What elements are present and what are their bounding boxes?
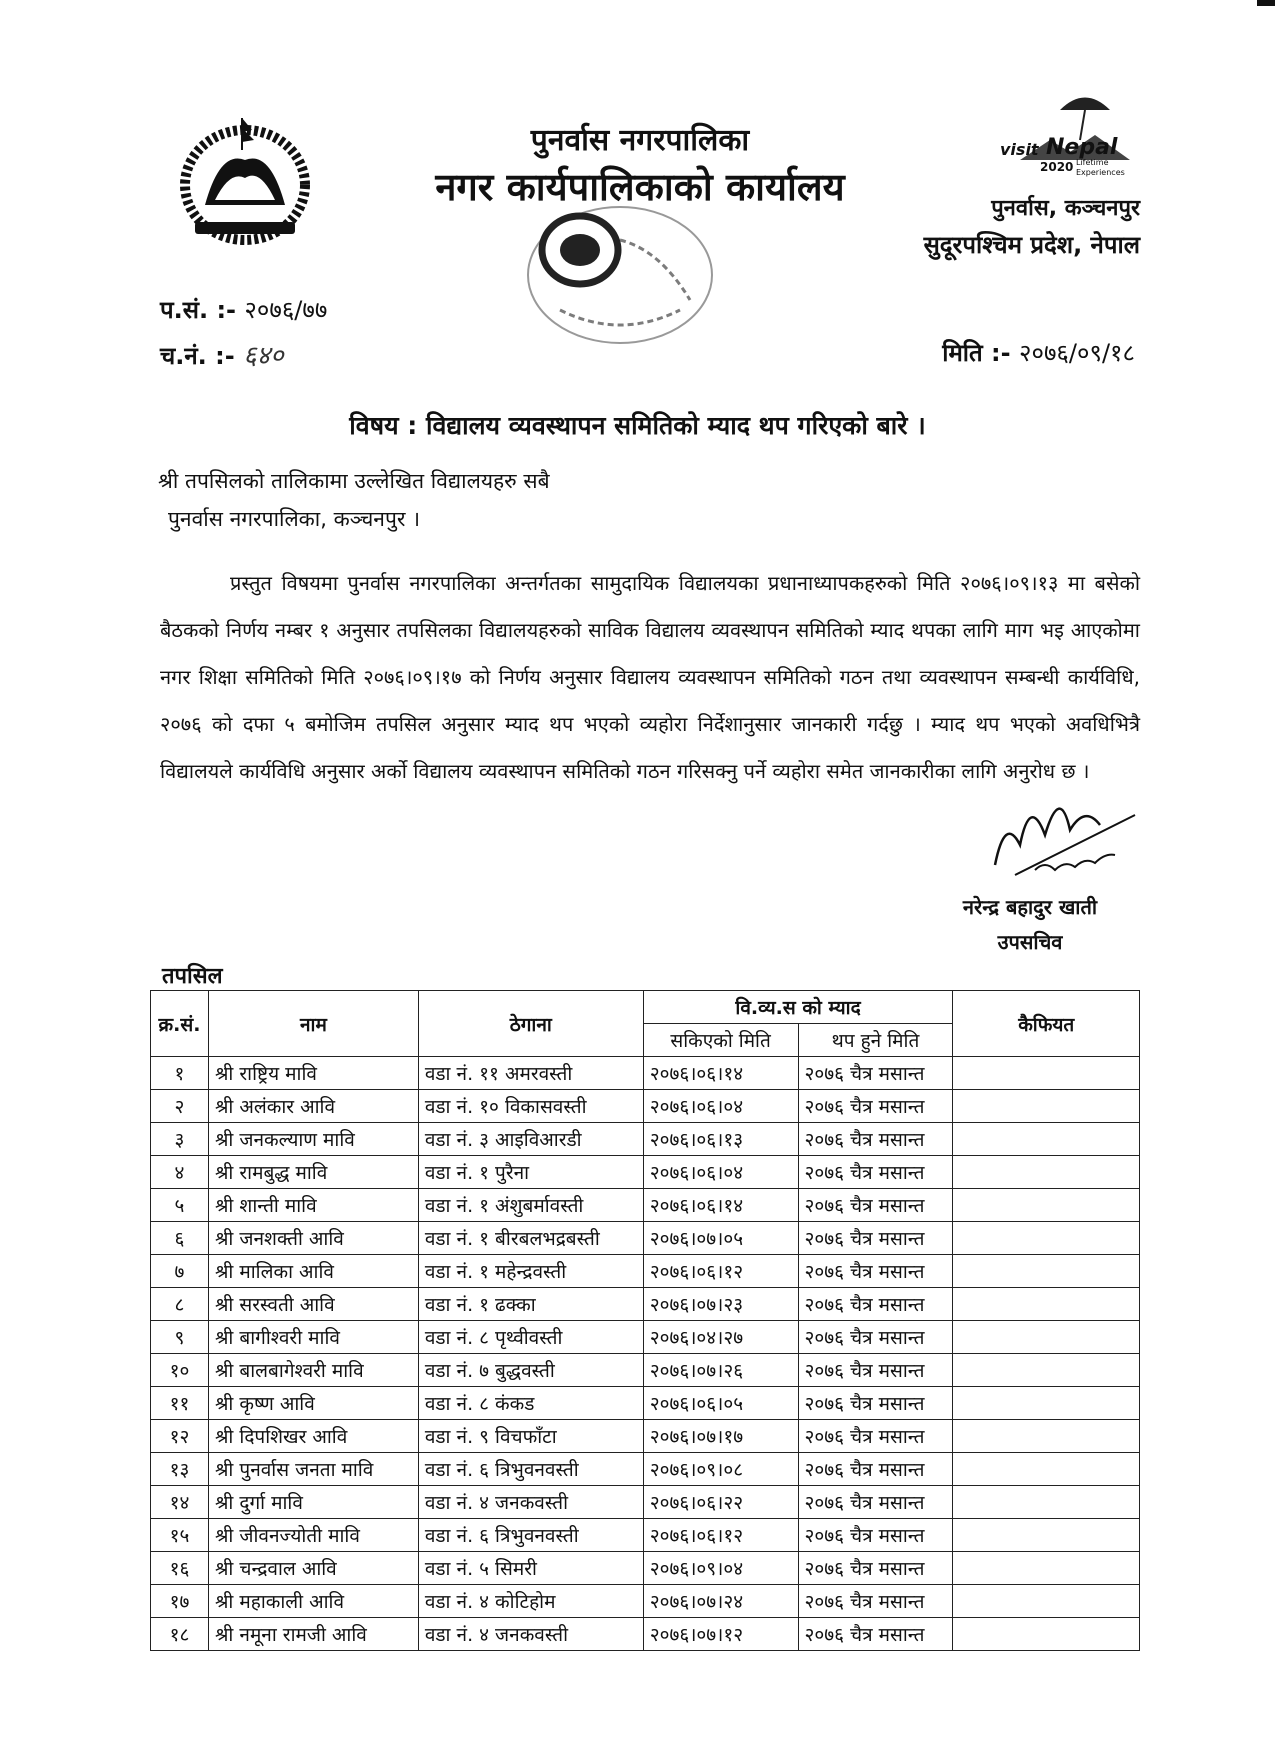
cell-remarks xyxy=(953,1156,1140,1189)
table-row xyxy=(151,1585,1140,1618)
nepal-text: Nepal xyxy=(1046,135,1118,160)
col-header-name: नाम xyxy=(208,991,418,1057)
cell-expired: २०७६।०७।२६ xyxy=(643,1354,798,1387)
table-row xyxy=(151,1222,1140,1255)
recipient-line-2: पुनर्वास नगरपालिका, कञ्चनपुर । xyxy=(168,507,421,531)
cell-extended: २०७६ चैत्र मसान्त xyxy=(798,1519,953,1552)
cell-name: श्री चन्द्रवाल आवि xyxy=(208,1552,418,1585)
cell-remarks xyxy=(953,1453,1140,1486)
cell-remarks xyxy=(953,1618,1140,1651)
cell-sn: ८ xyxy=(151,1288,209,1321)
cell-name: श्री शान्ती मावि xyxy=(208,1189,418,1222)
cell-name: श्री दिपशिखर आवि xyxy=(208,1420,418,1453)
table-row xyxy=(151,1552,1140,1585)
cell-remarks xyxy=(953,1486,1140,1519)
cell-address: वडा नं. १ पुरैना xyxy=(418,1156,643,1189)
cell-expired: २०७६।०७।१२ xyxy=(643,1618,798,1651)
cell-sn: १० xyxy=(151,1354,209,1387)
letter-ref-number xyxy=(160,293,327,326)
date-value: २०७६/०९/१८ xyxy=(1018,339,1135,367)
cell-extended: २०७६ चैत्र मसान्त xyxy=(798,1618,953,1651)
cell-sn: १४ xyxy=(151,1486,209,1519)
letter-body: प्रस्तुत विषयमा पुनर्वास नगरपालिका अन्तर्गतका सामुदायिक विद्यालयका प्रधानाध्यापकहरुको मिति २०७६।०९।१३ मा बसेको बैठकको निर्णय नम्बर १ अनुसार तपसिलका विद्यालयहरुको साविक विद्यालय व्यवस्थापन समितिको म्याद थपका लागि माग भइ आएकोमा नगर शिक्षा समितिको मिति २०७६।०९।१७ को निर्णय अनुसार विद्यालय व्यवस्थापन समितिको गठन तथा व्यवस्थापन सम्बन्धी कार्यविधि, २०७६ को दफा ५ बमोजिम तपसिल अनुसार म्याद थप भएको व्यहोरा निर्देशानुसार जानकारी गर्दछु । म्याद थप भएको अवधिभित्रै विद्यालयले कार्यविधि अनुसार अर्को विद्यालय व्यवस्थापन समितिको गठन गरिसक्नु पर्ने व्यहोरा समेत जानकारीका लागि अनुरोध छ । xyxy=(160,571,1140,783)
cn-label: च.नं. :- xyxy=(160,342,235,370)
cell-remarks xyxy=(953,1552,1140,1585)
cell-address: वडा नं. १ ढक्का xyxy=(418,1288,643,1321)
address-line-2: सुदूरपश्चिम प्रदेश, नेपाल xyxy=(923,231,1140,259)
ps-label: प.सं. :- xyxy=(160,296,237,324)
cell-sn: ११ xyxy=(151,1387,209,1420)
visit-nepal-logo xyxy=(1000,80,1160,190)
cn-value: ६४० xyxy=(243,341,284,371)
table-row xyxy=(151,1519,1140,1552)
cell-address: वडा नं. ५ सिमरी xyxy=(418,1552,643,1585)
cell-extended: २०७६ चैत्र मसान्त xyxy=(798,1387,953,1420)
dispatch-number xyxy=(160,336,284,372)
cell-name: श्री राष्ट्रिय मावि xyxy=(208,1057,418,1090)
cell-name: श्री सरस्वती आवि xyxy=(208,1288,418,1321)
cell-address: वडा नं. ९ विचफाँटा xyxy=(418,1420,643,1453)
cell-sn: १५ xyxy=(151,1519,209,1552)
cell-name: श्री रामबुद्ध मावि xyxy=(208,1156,418,1189)
table-row xyxy=(151,1387,1140,1420)
cell-sn: १६ xyxy=(151,1552,209,1585)
cell-expired: २०७६।०६।०५ xyxy=(643,1387,798,1420)
cell-address: वडा नं. १ बीरबलभद्रबस्ती xyxy=(418,1222,643,1255)
cell-expired: २०७६।०४।२७ xyxy=(643,1321,798,1354)
cell-extended: २०७६ चैत्र मसान्त xyxy=(798,1486,953,1519)
tagline-1: Lifetime xyxy=(1076,158,1109,167)
cell-name: श्री महाकाली आवि xyxy=(208,1585,418,1618)
cell-expired: २०७६।०६।१४ xyxy=(643,1057,798,1090)
address-line-1: पुनर्वास, कञ्चनपुर xyxy=(991,196,1140,221)
cell-extended: २०७६ चैत्र मसान्त xyxy=(798,1189,953,1222)
cell-remarks xyxy=(953,1090,1140,1123)
cell-name: श्री पुनर्वास जनता मावि xyxy=(208,1453,418,1486)
cell-extended: २०७६ चैत्र मसान्त xyxy=(798,1255,953,1288)
cell-address: वडा नं. ८ पृथ्वीवस्ती xyxy=(418,1321,643,1354)
municipality-name: पुनर्वास नगरपालिका xyxy=(530,123,750,158)
scan-mark xyxy=(1257,0,1275,6)
cell-expired: २०७६।०९।०८ xyxy=(643,1453,798,1486)
cell-extended: २०७६ चैत्र मसान्त xyxy=(798,1321,953,1354)
cell-expired: २०७६।०७।१७ xyxy=(643,1420,798,1453)
table-row xyxy=(151,1321,1140,1354)
cell-name: श्री बागीश्वरी मावि xyxy=(208,1321,418,1354)
table-row xyxy=(151,1255,1140,1288)
cell-sn: ३ xyxy=(151,1123,209,1156)
cell-remarks xyxy=(953,1222,1140,1255)
cell-expired: २०७६।०६।०४ xyxy=(643,1090,798,1123)
cell-address: वडा नं. ११ अमरवस्ती xyxy=(418,1057,643,1090)
cell-remarks xyxy=(953,1420,1140,1453)
cell-extended: २०७६ चैत्र मसान्त xyxy=(798,1090,953,1123)
cell-remarks xyxy=(953,1519,1140,1552)
cell-sn: ६ xyxy=(151,1222,209,1255)
annex-title: तपसिल xyxy=(162,964,223,989)
cell-remarks xyxy=(953,1585,1140,1618)
cell-extended: २०७६ चैत्र मसान्त xyxy=(798,1057,953,1090)
cell-name: श्री दुर्गा मावि xyxy=(208,1486,418,1519)
cell-address: वडा नं. १ महेन्द्रवस्ती xyxy=(418,1255,643,1288)
ps-value: २०७६/७७ xyxy=(244,296,328,324)
cell-sn: ९ xyxy=(151,1321,209,1354)
cell-remarks xyxy=(953,1387,1140,1420)
col-header-sn: क्र.सं. xyxy=(151,991,209,1057)
cell-extended: २०७६ चैत्र मसान्त xyxy=(798,1123,953,1156)
table-row xyxy=(151,1123,1140,1156)
table-row xyxy=(151,1057,1140,1090)
cell-address: वडा नं. ३ आइविआरडी xyxy=(418,1123,643,1156)
cell-expired: २०७६।०९।०४ xyxy=(643,1552,798,1585)
table-row xyxy=(151,1618,1140,1651)
year-text: 2020 xyxy=(1040,160,1074,174)
cell-remarks xyxy=(953,1321,1140,1354)
cell-address: वडा नं. ४ जनकवस्ती xyxy=(418,1618,643,1651)
cell-name: श्री मालिका आवि xyxy=(208,1255,418,1288)
cell-remarks xyxy=(953,1123,1140,1156)
cell-address: वडा नं. ७ बुद्धवस्ती xyxy=(418,1354,643,1387)
cell-address: वडा नं. ४ कोटिहोम xyxy=(418,1585,643,1618)
cell-sn: ५ xyxy=(151,1189,209,1222)
col-header-address: ठेगाना xyxy=(418,991,643,1057)
cell-expired: २०७६।०६।१४ xyxy=(643,1189,798,1222)
office-stamp xyxy=(520,200,720,350)
table-row xyxy=(151,1420,1140,1453)
signatory-name: नरेन्द्र बहादुर खाती xyxy=(962,895,1098,919)
handwritten-signature xyxy=(975,775,1155,885)
cell-extended: २०७६ चैत्र मसान्त xyxy=(798,1222,953,1255)
cell-remarks xyxy=(953,1255,1140,1288)
cell-extended: २०७६ चैत्र मसान्त xyxy=(798,1354,953,1387)
cell-remarks xyxy=(953,1189,1140,1222)
col-header-remarks: कैफियत xyxy=(953,991,1140,1057)
cell-sn: ७ xyxy=(151,1255,209,1288)
cell-extended: २०७६ चैत्र मसान्त xyxy=(798,1552,953,1585)
cell-sn: १८ xyxy=(151,1618,209,1651)
cell-sn: १३ xyxy=(151,1453,209,1486)
table-row xyxy=(151,1288,1140,1321)
cell-address: वडा नं. ८ कंकड xyxy=(418,1387,643,1420)
cell-name: श्री नमूना रामजी आवि xyxy=(208,1618,418,1651)
cell-extended: २०७६ चैत्र मसान्त xyxy=(798,1288,953,1321)
cell-remarks xyxy=(953,1057,1140,1090)
col-header-expired: सकिएको मिति xyxy=(643,1024,798,1057)
cell-name: श्री जनकल्याण मावि xyxy=(208,1123,418,1156)
table-row xyxy=(151,1354,1140,1387)
tagline-2: Experiences xyxy=(1076,168,1125,177)
office-name: नगर कार्यपालिकाको कार्यालय xyxy=(435,165,845,209)
cell-expired: २०७६।०६।०४ xyxy=(643,1156,798,1189)
cell-expired: २०७६।०६।२२ xyxy=(643,1486,798,1519)
cell-name: श्री जीवनज्योती मावि xyxy=(208,1519,418,1552)
cell-extended: २०७६ चैत्र मसान्त xyxy=(798,1420,953,1453)
table-row xyxy=(151,1189,1140,1222)
cell-name: श्री अलंकार आवि xyxy=(208,1090,418,1123)
cell-expired: २०७६।०७।२४ xyxy=(643,1585,798,1618)
cell-address: वडा नं. ६ त्रिभुवनवस्ती xyxy=(418,1519,643,1552)
cell-name: श्री कृष्ण आवि xyxy=(208,1387,418,1420)
cell-extended: २०७६ चैत्र मसान्त xyxy=(798,1453,953,1486)
cell-sn: १ xyxy=(151,1057,209,1090)
cell-remarks xyxy=(953,1288,1140,1321)
table-row xyxy=(151,1486,1140,1519)
cell-name: श्री बालबागेश्वरी मावि xyxy=(208,1354,418,1387)
cell-sn: २ xyxy=(151,1090,209,1123)
table-row xyxy=(151,1156,1140,1189)
cell-remarks xyxy=(953,1354,1140,1387)
cell-sn: १२ xyxy=(151,1420,209,1453)
recipient-line-1: श्री तपसिलको तालिकामा उल्लेखित विद्यालयहरु सबै xyxy=(158,469,550,493)
cell-sn: १७ xyxy=(151,1585,209,1618)
cell-sn: ४ xyxy=(151,1156,209,1189)
cell-expired: २०७६।०७।२३ xyxy=(643,1288,798,1321)
cell-address: वडा नं. ४ जनकवस्ती xyxy=(418,1486,643,1519)
table-row xyxy=(151,1453,1140,1486)
visit-text: visit xyxy=(1000,140,1039,159)
letter-date xyxy=(942,336,1135,369)
cell-expired: २०७६।०६।१२ xyxy=(643,1255,798,1288)
date-label: मिति :- xyxy=(942,339,1011,367)
col-header-extended: थप हुने मिति xyxy=(798,1024,953,1057)
subject-line: विषय : विद्यालय व्यवस्थापन समितिको म्याद थप गरिएको बारे । xyxy=(349,411,926,440)
cell-address: वडा नं. ६ त्रिभुवनवस्ती xyxy=(418,1453,643,1486)
cell-address: वडा नं. १० विकासवस्ती xyxy=(418,1090,643,1123)
cell-expired: २०७६।०६।१३ xyxy=(643,1123,798,1156)
cell-extended: २०७६ चैत्र मसान्त xyxy=(798,1156,953,1189)
schools-table xyxy=(150,990,1140,1651)
cell-expired: २०७६।०७।०५ xyxy=(643,1222,798,1255)
col-header-term-group: वि.व्य.स को म्याद xyxy=(643,991,953,1024)
cell-expired: २०७६।०६।१२ xyxy=(643,1519,798,1552)
table-row xyxy=(151,1090,1140,1123)
cell-extended: २०७६ चैत्र मसान्त xyxy=(798,1585,953,1618)
cell-name: श्री जनशक्ती आवि xyxy=(208,1222,418,1255)
nepal-emblem-logo xyxy=(160,110,330,250)
cell-address: वडा नं. १ अंशुबर्मावस्ती xyxy=(418,1189,643,1222)
signatory-designation: उपसचिव xyxy=(997,930,1063,954)
